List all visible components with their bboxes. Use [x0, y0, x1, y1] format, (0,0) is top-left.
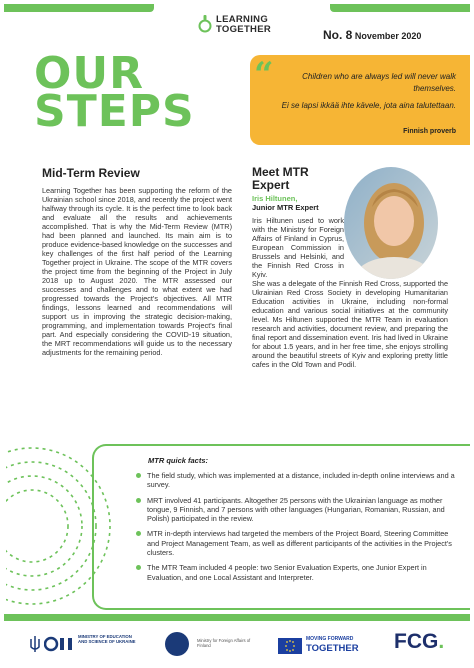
- brand-logo: [198, 14, 308, 40]
- mid-term-heading: Mid-Term Review: [42, 166, 140, 180]
- learning-together-logo-icon: [198, 15, 212, 33]
- issue-info: [323, 28, 421, 42]
- ministry-finland-logo: [165, 630, 255, 658]
- fact-text: MTR in-depth interviews had targeted the members of the Project Board, Steering Committee and Project Management Team, as well as different participants of the activities in the Project's clusters.: [147, 529, 452, 558]
- trident-icon: [30, 636, 40, 652]
- finland-emblem-icon: [165, 632, 189, 656]
- expert-body-intro: Iris Hiltunen used to work with the Ministry for Foreign Affairs of Finland in Cyprus, European Commission in Brussels and Helsinki, and the Finnish Red Cross in Kyiv.: [252, 216, 344, 279]
- fact-text: The field study, which was implemented at a distance, included in-depth online interviews and a survey.: [147, 471, 455, 490]
- proverb-english: Children who are always led will never walk themselves.: [302, 72, 456, 93]
- bullet-icon: [136, 473, 141, 478]
- bottom-accent-bar: [4, 614, 470, 621]
- facts-list-item: [136, 496, 456, 524]
- concentric-circles-decoration-icon: [6, 440, 126, 612]
- fact-text: The MTR Team included 4 people: two Senior Evaluation Experts, one Junior Expert in Evaluation, and one Local Assistant and Interpreter.: [147, 563, 427, 582]
- bullet-icon: [136, 498, 141, 503]
- expert-photo: [344, 167, 438, 279]
- ministry-ukraine-text: MINISTRY OF EDUCATION AND SCIENCE OF UKRAINE: [78, 634, 136, 645]
- issue-date: November 2020: [354, 31, 422, 41]
- fcg-logo: [394, 630, 444, 654]
- ministry-mon-icon: [44, 636, 74, 652]
- facts-list: [136, 471, 456, 588]
- facts-list-item: [136, 563, 456, 582]
- facts-title: MTR quick facts:: [148, 456, 209, 465]
- eu-text-line-2: TOGETHER: [306, 643, 359, 654]
- page-title: [34, 48, 195, 137]
- bullet-icon: [136, 531, 141, 536]
- brand-line-1: LEARNING: [216, 14, 269, 25]
- mid-term-body: Learning Together has been supporting the reform of the Ukrainian school since 2018, and recently the project went halfway through its cycle. It is the perfect time to look back and evaluate all the results and achievements accomplished. That is why the Mid-Term Review (MTR) had been planned and launched. Its main aim is to produce evidence-based knowledge on the successes and key challenges of the first half period of the Learning Together project in Ukraine. The scope of the MTR covers the project time from the beginning of the Project in July 2018 up to August 2020. The MTR assessed our successes and challenges and to what extent we had progressed towards the Project's objectives. All MTR findings, lessons learned and recommendations will support us in improving the strategic decision-making, programming, and implementation towards Project's final part. And especially considering the COVID-19 situation, the MRT recommendations will guide us to the necessary adjustments for the remaining period.: [42, 186, 232, 357]
- top-accent-bar: [4, 4, 470, 12]
- eu-text-line-1: MOVING FORWARD: [306, 636, 354, 642]
- fact-text: MRT involved 41 participants. Altogether 25 persons with the Ukrainian language as mother tongue, 9 Finnish, and 7 persons with other languages (Hungarian, Romanian, Russian, and Polish) participated in the review.: [147, 495, 445, 524]
- facts-list-item: [136, 471, 456, 490]
- page-title-line-1: OUR: [34, 48, 145, 99]
- facts-list-item: [136, 529, 456, 557]
- quote-mark-icon: “: [254, 55, 274, 95]
- top-bar-left: [4, 4, 154, 12]
- brand-line-2: TOGETHER: [216, 24, 272, 35]
- eu-flag-icon: [278, 638, 302, 654]
- proverb-source: Finnish proverb: [403, 128, 456, 135]
- expert-role: Junior MTR Expert: [252, 203, 319, 212]
- expert-heading: Meet MTR Expert: [252, 165, 309, 192]
- proverb-finnish: Ei se lapsi ikkää ihte kävele, jota aina talutettaan.: [281, 101, 456, 110]
- expert-portrait-image: [344, 167, 438, 279]
- bullet-icon: [136, 565, 141, 570]
- partner-logos-footer: [0, 624, 474, 664]
- expert-body-main: She was a delegate of the Finnish Red Cross, supported the Ukrainian Red Cross Society in developing Humanitarian Education activities in Ukraine, including non-formal education and various social initiatives at the community level. Ms Hiltunen supported the MTR Team in evaluation research and activities, document review, and preparing the final report and dissemination event. Iris had lived in Ukraine for about 1.5 years, and in her free time, she enjoys strolling around the beautiful streets of Kyiv and exploring pretty little cafes in the Old Town and Podil.: [252, 279, 448, 369]
- mid-term-review-section: [42, 166, 232, 357]
- brand-name: [216, 15, 271, 35]
- expert-name: Iris Hiltunen,: [252, 194, 298, 203]
- fcg-text: FCG: [394, 630, 439, 653]
- ministry-ukraine-logo: [30, 634, 140, 656]
- fcg-dot: .: [438, 630, 445, 653]
- ministry-finland-text: Ministry for Foreign Affairs of Finland: [197, 638, 251, 649]
- proverb-box: [250, 55, 470, 145]
- page-title-line-2: STEPS: [34, 86, 195, 137]
- eu-logo: [278, 634, 388, 656]
- top-bar-right: [330, 4, 470, 12]
- issue-number: No. 8: [323, 28, 353, 42]
